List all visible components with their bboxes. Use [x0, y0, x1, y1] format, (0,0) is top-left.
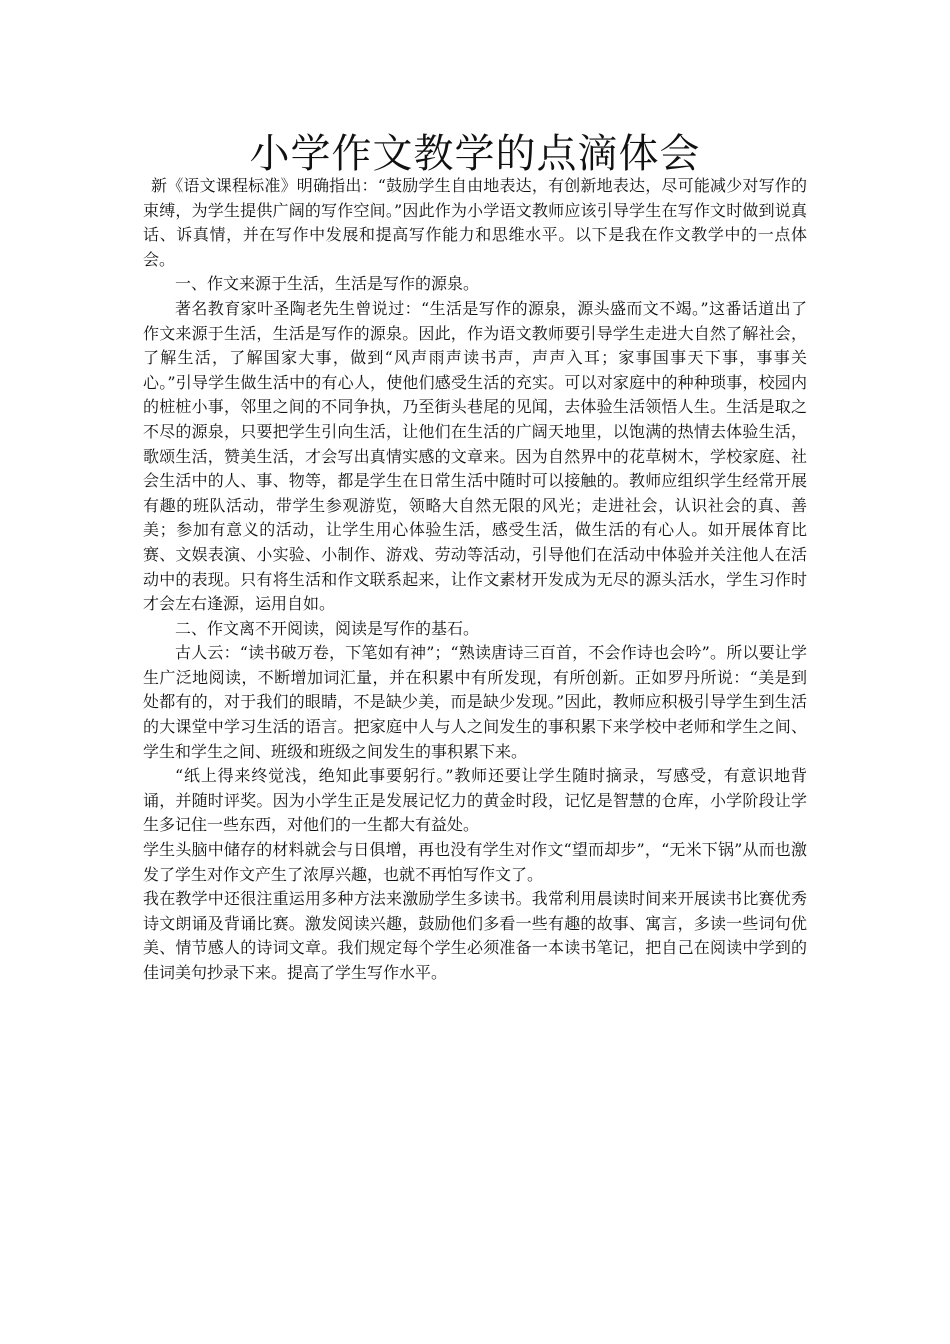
paragraph-reading: 古人云：“读书破万卷，下笔如有神”；“熟读唐诗三百首，不会作诗也会吟”。所以要让学生广泛地阅读，不断增加词汇量，并在积累中有所发现，有所创新。正如罗丹所说：“美是到处都有的，对于我们的眼睛，不是缺少美，而是缺少发现。”因此，教师应积极引导学生到生活的大课堂中学习生活的语言。把家庭中人与人之间发生的事积累下来学校中老师和学生之间、学生和学生之间、班级和班级之间发生的事积累下来。: [143, 643, 807, 761]
paragraph-memorize: “纸上得来终觉浅，绝知此事要躬行。”教师还要让学生随时摘录，写感受，有意识地背诵，并随时评奖。因为小学生正是发展记忆力的黄金时段，记忆是智慧的仓库，小学阶段让学生多记住一些东西，对他们的一生都大有益处。: [143, 766, 807, 835]
document-body: [143, 174, 807, 986]
paragraph-intro: 新《语文课程标准》明确指出：“鼓励学生自由地表达，有创新地表达，尽可能减少对写作的束缚，为学生提供广阔的写作空间。”因此作为小学语文教师应该引导学生在写作文时做到说真话、诉真情，并在写作中发展和提高写作能力和思维水平。以下是我在作文教学中的一点体会。: [143, 176, 807, 269]
paragraph-life: 著名教育家叶圣陶老先生曾说过：“生活是写作的源泉，源头盛而文不竭。”这番话道出了作文来源于生活，生活是写作的源泉。因此，作为语文教师要引导学生走进大自然了解社会，了解生活，了解国家大事，做到“风声雨声读书声，声声入耳；家事国事天下事，事事关心。”引导学生做生活中的有心人，使他们感受生活的充实。可以对家庭中的种种琐事，校园内的桩桩小事，邻里之间的不同争执，乃至街头巷尾的见闻，去体验生活领悟人生。生活是取之不尽的源泉，只要把学生引向生活，让他们在生活的广阔天地里，以饱满的热情去体验生活，歌颂生活，赞美生活，才会写出真情实感的文章来。因为自然界中的花草树木，学校家庭、社会生活中的人、事、物等，都是学生在日常生活中随时可以接触的。教师应组织学生经常开展有趣的班队活动，带学生参观游览，领略大自然无限的风光；走进社会，认识社会的真、善美；参加有意义的活动，让学生用心体验生活，感受生活，做生活的有心人。如开展体育比赛、文娱表演、小实验、小制作、游戏、劳动等活动，引导他们在活动中体验并关注他人在活动中的表现。只有将生活和作文联系起来，让作文素材开发成为无尽的源头活水，学生习作时才会左右逢源，运用自如。: [143, 298, 807, 614]
paragraph-materials: 学生头脑中储存的材料就会与日俱增，再也没有学生对作文“望而却步”，“无米下锅”从而也激发了学生对作文产生了浓厚兴趣，也就不再怕写作文了。: [143, 840, 807, 884]
section-heading-2: 二、作文离不开阅读，阅读是写作的基石。: [175, 618, 480, 638]
document-title: 小学作文教学的点滴体会: [249, 131, 701, 177]
paragraph-methods: 我在教学中还很注重运用多种方法来激励学生多读书。我常利用晨读时间来开展读书比赛优秀诗文朗诵及背诵比赛。激发阅读兴趣，鼓励他们多看一些有趣的故事、寓言，多读一些词句优美、情节感人的诗词文章。我们规定每个学生必须准备一本读书笔记，把自己在阅读中学到的佳词美句抄录下来。提高了学生写作水平。: [143, 889, 807, 982]
section-heading-1: 一、作文来源于生活，生活是写作的源泉。: [175, 274, 480, 294]
